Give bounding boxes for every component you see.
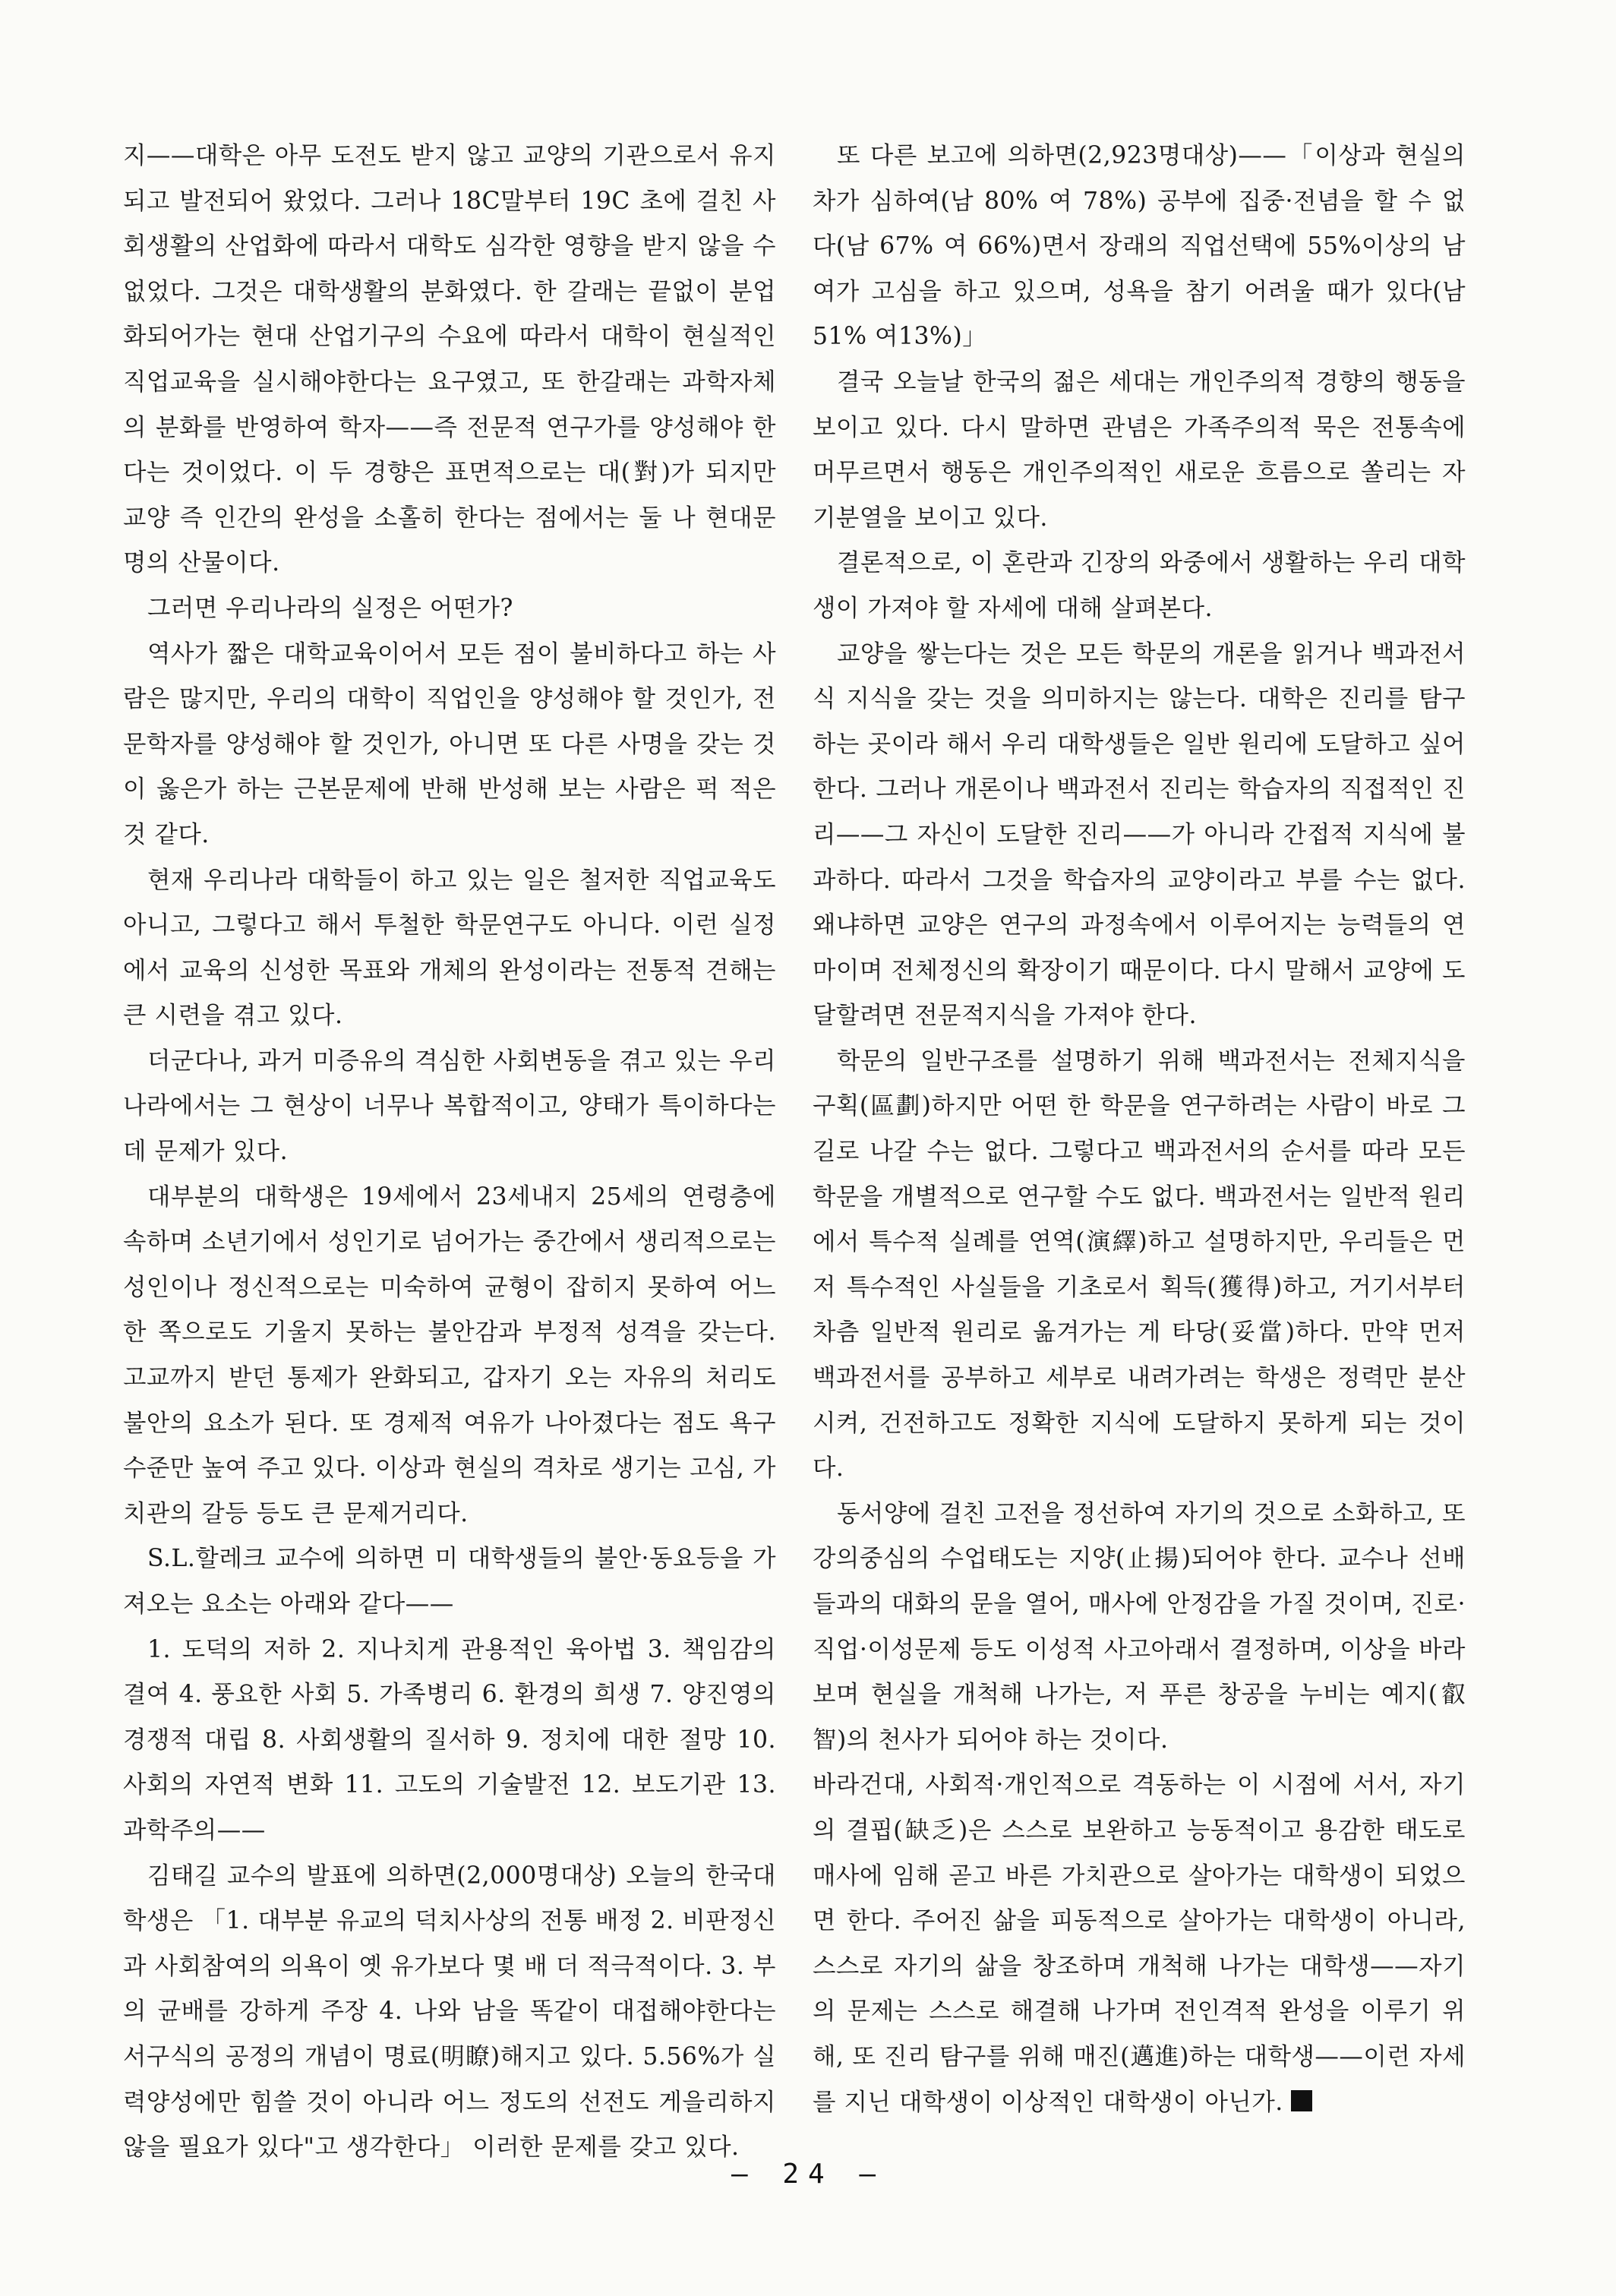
paragraph: 지——대학은 아무 도전도 받지 않고 교양의 기관으로서 유지되고 발전되어 왔었다. 그러나 18C말부터 19C 초에 걸친 사회생활의 산업화에 따라서 대학도 심각한 영향을 받지 않을 수 없었다. 그것은 대학생활의 분화였다. 한 갈래는 끝없이 분업화되어가는 현대 산업기구의 수요에 따라서 대학이 현실적인 직업교육을 실시해야한다는 요구였고, 또 한갈래는 과학자체의 분화를 반영하여 학자——즉 전문적 연구가를 양성해야 한다는 것이었다. 이 두 경향은 표면적으로는 대(對)가 되지만 교양 즉 인간의 완성을 소홀히 한다는 점에서는 둘 나 현대문명의 산물이다. [123, 142, 776, 577]
right-column [813, 134, 1466, 2125]
paragraph: 결국 오늘날 한국의 젊은 세대는 개인주의적 경향의 행동을 보이고 있다. 다시 말하면 관념은 가족주의적 묵은 전통속에 머무르면서 행동은 개인주의적인 새로운 흐름으로 쏠리는 자기분열을 보이고 있다. [813, 368, 1466, 532]
paragraph: 김태길 교수의 발표에 의하면(2,000명대상) 오늘의 한국대학생은 「1. 대부분 유교의 덕치사상의 전통 배정 2. 비판정신과 사회참여의 의욕이 옛 유가보다 몇 배 더 적극적이다. 3. 부의 균배를 강하게 주장 4. 나와 남을 똑같이 대접해야한다는 서구식의 공정의 개념이 명료(明瞭)해지고 있다. 5.56%가 실력양성에만 힘쓸 것이 아니라 어느 정도의 선전도 게을리하지 않을 필요가 있다"고 생각한다」 이러한 문제를 갖고 있다. [123, 1862, 776, 2162]
closing-paragraph-text: 바라건대, 사회적·개인적으로 격동하는 이 시점에 서서, 자기의 결핍(缺乏)은 스스로 보완하고 능동적이고 용감한 태도로 매사에 임해 곧고 바른 가치관으로 살아가는 대학생이 되었으면 한다. 주어진 삶을 피동적으로 살아가는 대학생이 아니라, 스스로 자기의 삶을 창조하며 개척해 나가는 대학생——자기의 문제는 스스로 해결해 나가며 전인격적 완성을 이루기 위해, 또 진리 탐구를 위해 매진(邁進)하는 대학생——이런 자세를 지닌 대학생이 이상적인 대학생이 아닌가. [813, 1771, 1466, 2116]
paragraph: 1. 도덕의 저하 2. 지나치게 관용적인 육아법 3. 책임감의 결여 4. 풍요한 사회 5. 가족병리 6. 환경의 희생 7. 양진영의 경쟁적 대립 8. 사회생활의 질서하 9. 정치에 대한 절망 10. 사회의 자연적 변화 11. 고도의 기술발전 12. 보도기관 13. 과학주의—— [123, 1635, 776, 1844]
closing-paragraph [813, 1763, 1466, 2125]
page-number: — 24 — [731, 2159, 885, 2190]
end-of-article-mark [1291, 2090, 1312, 2111]
paragraph: 더군다나, 과거 미증유의 격심한 사회변동을 겪고 있는 우리나라에서는 그 현상이 너무나 복합적이고, 양태가 특이하다는 데 문제가 있다. [123, 1047, 776, 1166]
paragraph: S.L.할레크 교수에 의하면 미 대학생들의 불안·동요등을 가져오는 요소는 아래와 같다—— [123, 1545, 776, 1618]
paragraph: 역사가 짧은 대학교육이어서 모든 점이 불비하다고 하는 사람은 많지만, 우리의 대학이 직업인을 양성해야 할 것인가, 전문학자를 양성해야 할 것인가, 아니면 또 다른 사명을 갖는 것이 옳은가 하는 근본문제에 반해 반성해 보는 사람은 퍽 적은 것 같다. [123, 640, 776, 848]
paragraph: 현재 우리나라 대학들이 하고 있는 일은 철저한 직업교육도 아니고, 그렇다고 해서 투철한 학문연구도 아니다. 이런 실정에서 교육의 신성한 목표와 개체의 완성이라는 전통적 견해는 큰 시련을 겪고 있다. [123, 866, 776, 1030]
paragraph: 동서양에 걸친 고전을 정선하여 자기의 것으로 소화하고, 또 강의중심의 수업태도는 지양(止揚)되어야 한다. 교수나 선배들과의 대화의 문을 열어, 매사에 안정감을 가질 것이며, 진로·직업·이성문제 등도 이성적 사고아래서 결정하며, 이상을 바라보며 현실을 개척해 나가는, 저 푸른 창공을 누비는 예지(叡智)의 천사가 되어야 하는 것이다. [813, 1499, 1466, 1754]
paragraph: 대부분의 대학생은 19세에서 23세내지 25세의 연령층에 속하며 소년기에서 성인기로 넘어가는 중간에서 생리적으로는 성인이나 정신적으로는 미숙하여 균형이 잡히지 못하여 어느 한 쪽으로도 기울지 못하는 불안감과 부정적 성격을 갖는다. 고교까지 받던 통제가 완화되고, 갑자기 오는 자유의 처리도 불안의 요소가 된다. 또 경제적 여유가 나아졌다는 점도 욕구수준만 높여 주고 있다. 이상과 현실의 격차로 생기는 고심, 가치관의 갈등 등도 큰 문제거리다. [123, 1183, 776, 1527]
paragraph: 그러면 우리나라의 실정은 어떤가? [147, 594, 513, 622]
paragraph: 결론적으로, 이 혼란과 긴장의 와중에서 생활하는 우리 대학생이 가져야 할 자세에 대해 살펴본다. [813, 549, 1466, 622]
paragraph: 교양을 쌓는다는 것은 모든 학문의 개론을 읽거나 백과전서식 지식을 갖는 것을 의미하지는 않는다. 대학은 진리를 탐구하는 곳이라 해서 우리 대학생들은 일반 원리에 도달하고 싶어한다. 그러나 개론이나 백과전서 진리는 학습자의 직접적인 진리——그 자신이 도달한 진리——가 아니라 간접적 지식에 불과하다. 따라서 그것을 학습자의 교양이라고 부를 수는 없다. 왜냐하면 교양은 연구의 과정속에서 이루어지는 능력들의 연마이며 전체정신의 확장이기 때문이다. 다시 말해서 교양에 도달할려면 전문적지식을 가져야 한다. [813, 640, 1466, 1030]
paragraph: 학문의 일반구조를 설명하기 위해 백과전서는 전체지식을 구획(區劃)하지만 어떤 한 학문을 연구하려는 사람이 바로 그 길로 나갈 수는 없다. 그렇다고 백과전서의 순서를 따라 모든 학문을 개별적으로 연구할 수도 없다. 백과전서는 일반적 원리에서 특수적 실례를 연역(演繹)하고 설명하지만, 우리들은 먼저 특수적인 사실들을 기초로서 획득(獲得)하고, 거기서부터 차츰 일반적 원리로 옮겨가는 게 타당(妥當)하다. 만약 먼저 백과전서를 공부하고 세부로 내려가려는 학생은 정력만 분산시켜, 건전하고도 정확한 지식에 도달하지 못하게 되는 것이다. [813, 1047, 1466, 1483]
paragraph: 또 다른 보고에 의하면(2,923명대상)——「이상과 현실의 차가 심하여(남 80% 여 78%) 공부에 집중·전념을 할 수 없다(남 67% 여 66%)면서 장래의 직업선택에 55%이상의 남여가 고심을 하고 있으며, 성욕을 참기 어려울 때가 있다(남 51% 여13%)」 [813, 142, 1466, 351]
left-column [123, 134, 776, 2171]
